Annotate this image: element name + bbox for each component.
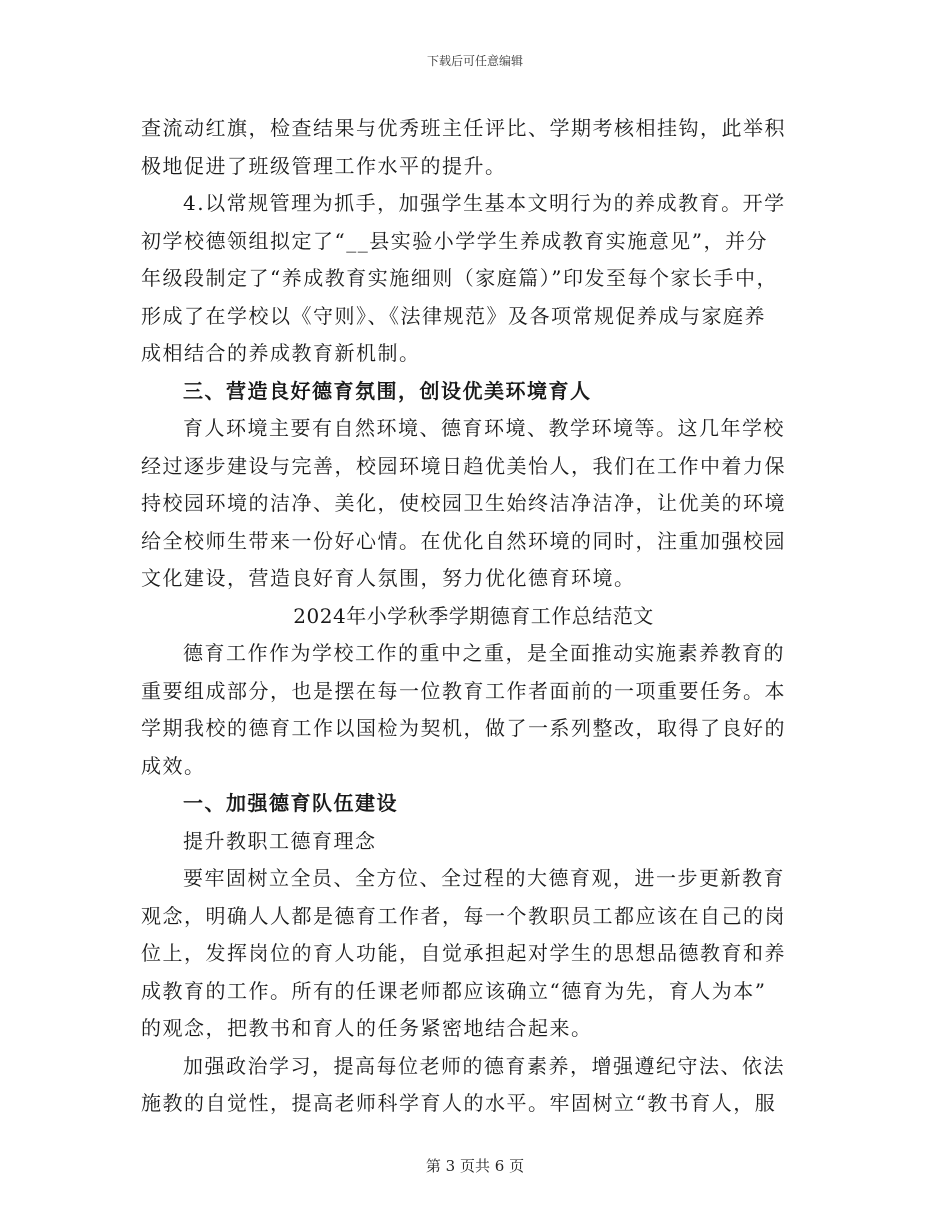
text-line: 位上，发挥岗位的育人功能，自觉承担起对学生的思想品德教育和养 [141,941,786,965]
text-line: 成效。 [141,753,206,778]
header-note: 下载后可任意编辑 [426,54,523,68]
text-line: 文化建设，营造良好育人氛围，努力优化德育环境。 [141,566,636,590]
section-heading: 三、营造良好德育氛围，创设优美环境育人 [183,378,592,403]
text-line: 施教的自觉性，提高老师科学育人的水平。牢固树立“教书育人，服 [141,1091,777,1115]
text-line: 给全校师生带来一份好心情。在优化自然环境的同时，注重加强校园 [141,528,786,553]
document-title: 2024年小学秋季学期德育工作总结范文 [293,603,654,628]
page-number: 第 3 页共 6 页 [425,1157,525,1175]
text-line: 年级段制定了“养成教育实施细则（家庭篇）”印发至每个家长手中， [141,266,778,290]
text-line: 经过逐步建设与完善，校园环境日趋优美怡人，我们在工作中着力保 [141,453,786,478]
text-line: 4.以常规管理为抓手，加强学生基本文明行为的养成教育。开学 [183,191,786,215]
text-line: 提升教职工德育理念 [183,828,377,853]
text-line: 育人环境主要有自然环境、德育环境、教学环境等。这几年学校 [183,416,785,440]
text-line: 查流动红旗，检查结果与优秀班主任评比、学期考核相挂钩，此举积 [141,116,786,140]
text-line: 成教育的工作。所有的任课老师都应该确立“德育为先，育人为本” [141,978,767,1003]
text-line: 极地促进了班级管理工作水平的提升。 [141,153,507,178]
text-line: 初学校德领组拟定了“__县实验小学学生养成教育实施意见”，并分 [141,228,768,253]
text-line: 的观念，把教书和育人的任务紧密地结合起来。 [141,1016,593,1040]
text-line: 学期我校的德育工作以国检为契机，做了一系列整改，取得了良好的 [141,716,786,740]
text-line: 重要组成部分，也是摆在每一位教育工作者面前的一项重要任务。本 [141,678,786,703]
text-line: 加强政治学习，提高每位老师的德育素养，增强遵纪守法、依法 [183,1053,785,1078]
section-heading: 一、加强德育队伍建设 [183,791,398,815]
text-line: 形成了在学校以《守则》、《法律规范》及各项常规促养成与家庭养 [141,303,766,328]
text-line: 观念，明确人人都是德育工作者，每一个教职员工都应该在自己的岗 [141,903,786,928]
text-line: 要牢固树立全员、全方位、全过程的大德育观，进一步更新教育 [183,866,785,890]
text-line: 持校园环境的洁净、美化，使校园卫生始终洁净洁净，让优美的环境 [141,491,786,515]
document-body [141,110,806,1123]
text-line: 德育工作作为学校工作的重中之重，是全面推动实施素养教育的 [183,641,785,665]
text-line: 成相结合的养成教育新机制。 [141,341,421,365]
